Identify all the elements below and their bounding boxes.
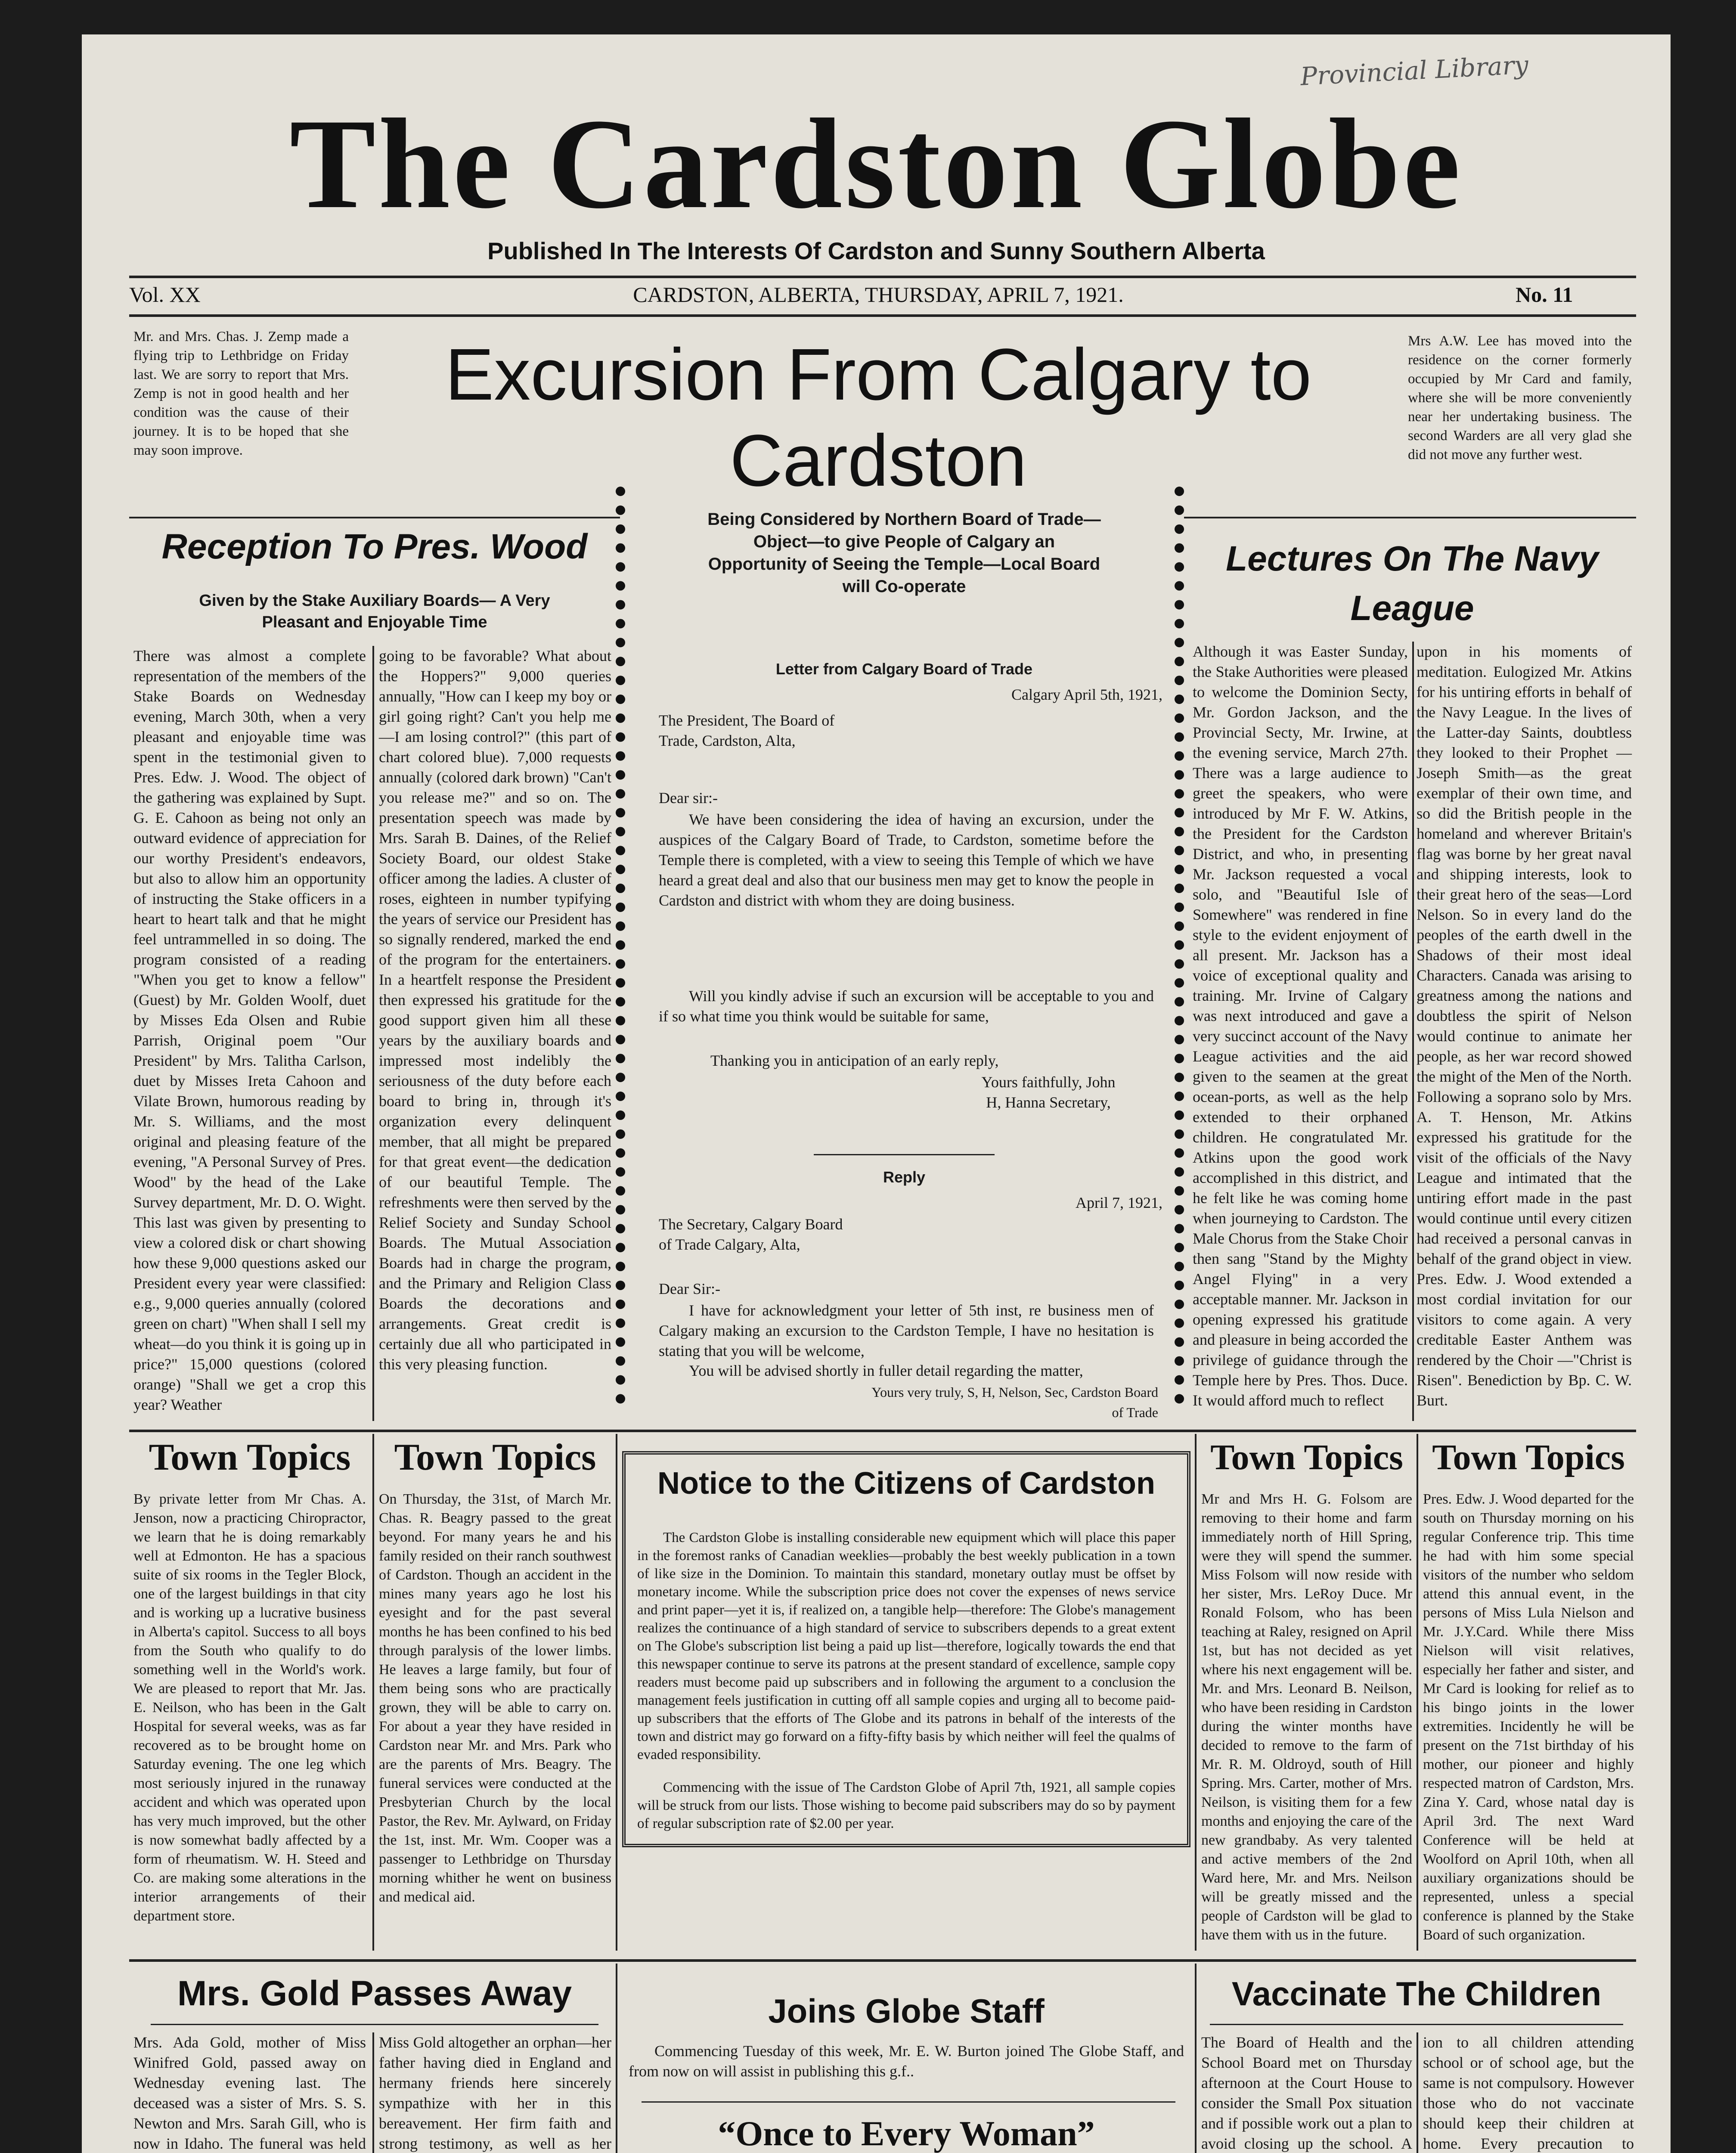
excursion-deck: Being Considered by Northern Board of Trade—Object—to give People of Calgary an Opportunity of Seeing the Temple—Local Board will Co-operate: [707, 510, 1101, 596]
letter-body-2: Will you kindly advise if such an excursion will be acceptable to you and if so what time you think would be suitable for same,: [659, 987, 1154, 1025]
newspaper-page: [82, 34, 1671, 2153]
issue-number: No. 11: [1516, 282, 1573, 307]
town-topics-heading-1: Town Topics: [149, 1436, 351, 1478]
town-column-rule-4: [1417, 1434, 1418, 1951]
notice-body-1: The Cardston Globe is installing considerable new equipment which will place this paper in the foremost ranks of Canadian weeklies—probably the best weekly publication in a town of like size in the Dominion. To maintain this standard, monetary outlay must be offset by monetary income. While the subscription price does not cover the expenses of news service and print paper—yet it is, if realized on, a tangible help—therefore: The Globe's management realizes the continuance of a high standard of service to subscribers depends to a great extent on The Globe's subscription list being a paid up list—therefore, logically towards the end that this newspaper continue to serve its patrons at the present standard of excellence, sample copy readers must become paid up subscribers and in following the argument to a conclusion the management feels justification in cutting off all sample copies and urging all to become paid-up subscribers that the efforts of The Globe and its patrons in behalf of the interests of the town and district may go forward on a fifty-fifty basis by which neither will feel the qualms of evaded responsibility.: [637, 1530, 1175, 1762]
reception-column-2: going to be favorable? What about the Hoppers?" 9,000 queries annually, "How can I keep my boy or girl going right? Can't you help me—I am losing control?" (this part of chart colored blue). 7,000 requests annually (colored dark brown) "Can't you release me?" and so on. The presentation speech was made by Mrs. Sarah B. Daines, of the Relief Society Board, our oldest Stake officer among the ladies. A cluster of roses, eighteen in number typifying the years of service our President has so signally rendered, marked the end of the program for the entertainers. In a heartfelt response the President then expressed his gratitude for the good support given him all these years by the auxiliary boards and impressed most indelibly the seriousness of the duty before each board to bring in, through it's organization every delinquent member, that all might be prepared for that great event—the dedication of our beautiful Temple. The refreshments were then served by the Relief Society and Sunday School Boards. The Mutual Association Boards had in charge the program, and the Primary and Religion Class Boards the decorations and arrangements. Great credit is certainly due all who participated in this very pleasing function.: [379, 647, 611, 1373]
dateline: CARDSTON, ALBERTA, THURSDAY, APRIL 7, 1921.: [633, 282, 1124, 307]
notice-body-2: Commencing with the issue of The Cardston Globe of April 7th, 1921, all sample copies will be struck from our lists. Those wishing to become paid subscribers may do so by payment of regular subscription rate of $2.00 per year.: [637, 1780, 1175, 1831]
masthead-rule-top: [129, 276, 1636, 278]
section-rule-middle: [129, 1430, 1636, 1432]
section-rule-lower: [129, 1959, 1636, 1962]
gold-headline: Mrs. Gold Passes Away: [177, 1974, 572, 2013]
volume-label: Vol. XX: [129, 282, 201, 307]
navy-column-2: upon in his moments of meditation. Eulogized Mr. Atkins for his untiring efforts in behalf of the Navy League. In the lives of the Latter-day Saints, doubtless they looked to their Prophet —Joseph Smith—as the great exemplar of their own time, and so did the British people in the homeland and wherever Britain's flag was borne by her great naval and shipping interests, look to their great hero of the seas—Lord Nelson. So in every land do the peoples of the earth dwell in the Shadows of their most ideal Characters. Canada was arising to greatness among the nations and doubtless the spirit of Nelson would continue to animate her people, as her war record showed the might of the Men of the North. Following a soprano solo by Mrs. A. T. Henson, Mr. Atkins expressed his gratitude for the visit of the officials of the Navy League and intimated that the untiring effort made in the past would continue until every citizen had received a personal canvas in behalf of the grand object in view. Pres. Edw. J. Wood extended a most cordial invitation for our visitors to come again. A very creditable Easter Anthem was rendered by the Choir —"Christ is Risen". Benediction by Bp. C. W. Burt.: [1417, 643, 1632, 1409]
once-headline: “Once to Every Woman”: [718, 2114, 1095, 2153]
globe-staff-body: Commencing Tuesday of this week, Mr. E. W. Burton joined The Globe Staff, and from now on will assist in publishing this g.f..: [629, 2042, 1184, 2080]
reception-deck: Given by the Stake Auxiliary Boards— A Very Pleasant and Enjoyable Time: [199, 592, 550, 631]
masthead-title: The Cardston Globe: [289, 92, 1463, 235]
letter-address: The President, The Board of Trade, Cardston, Alta,: [659, 712, 835, 749]
letter-body-3: Thanking you in anticipation of an early reply,: [710, 1052, 999, 1069]
letter-heading: Letter from Calgary Board of Trade: [775, 660, 1033, 678]
reception-column-1: There was almost a complete representation of the members of the Stake Boards on Wednesday evening, March 30th, when a very pleasant and enjoyable time was spent in the testimonial given to Pres. Edw. J. Wood. The object of the gathering was explained by Supt. G. E. Cahoon as being not only an outward evidence of appreciation for our worthy President's endeavors, but also to allow him an opportunity of instructing the Stake officers in a heart to heart talk and that he might feel untrammelled in so doing. The program consisted of a reading "When you get to know a fellow" (Guest) by Mr. Golden Woolf, duet by Misses Eda Olsen and Rubie Parrish, Original poem "Our President" by Mrs. Talitha Carlson, duet by Misses Ireta Cahoon and Vilate Brown, humorous reading by Mr. S. Williams, and the most original and pleasing feature of the evening, "A Personal Survey of Pres. Wood" by the head of the Lake Survey department, Mr. D. O. Wight. This last was given by presenting to view a colored disk or chart showing how these 9,000 questions asked our President every year were classified: e.g., 9,000 queries annually (colored green on chart) "When shall I sell my wheat—do you think it is going up in price?" 15,000 questions (colored orange) "Shall we get a crop this year? Weather: [133, 647, 366, 1413]
gold-rule: [151, 2024, 598, 2025]
masthead-tagline: Published In The Interests Of Cardston and Sunny Southern Alberta: [487, 237, 1265, 264]
letter-date: Calgary April 5th, 1921,: [1011, 686, 1162, 703]
reception-column-rule: [372, 646, 374, 1421]
rule-left: [129, 517, 620, 518]
letter-salutation: Dear sir:-: [659, 789, 718, 807]
town-column-rule-2: [616, 1434, 617, 1951]
navy-headline: Lectures On The Navy League: [1226, 539, 1599, 628]
notice-headline: Notice to the Citizens of Cardston: [657, 1466, 1156, 1501]
town-topics-column-1: By private letter from Mr Chas. A. Jenson, now a practicing Chiropractor, we learn that he is doing remarkably well at Edmonton. He has a spacious suite of six rooms in the Tegler Block, one of the largest buildings in that city and is working up a lucrative business in Alberta's capitol. Success to all boys from the South who qualify to do something well in the World's work. We are pleased to report that Mr. Jas. E. Neilson, who has been in the Galt Hospital for several weeks, was as far recovered as to be brought home on Saturday evening. The one leg which most seriously injured in the runaway accident and which was operated upon has very much improved, but the other is now somewhat badly affected by a form of rheumatism. W. H. Steed and Co. are making some alterations in the interior arrangements of their department store.: [133, 1491, 366, 1924]
letter-body-1: We have been considering the idea of having an excursion, under the auspices of the Calgary Board of Trade, to Cardston, sometime before the Temple there is completed, with a view to seeing this Temple of which we have heard a great deal and also that our business men may get to know the people in Cardston and district with whom they are doing business.: [659, 811, 1154, 909]
lower-column-rule-1: [616, 1964, 617, 2153]
globe-staff-rule: [642, 2101, 1175, 2103]
vaccinate-column-1: The Board of Health and the School Board met on Thursday afternoon at the Court House to consider the Small Pox situation and if possible work out a plan to avoid closing up the school. A: [1201, 2034, 1412, 2152]
town-topics-column-3: Mr and Mrs H. G. Folsom are removing to their home and farm immediately north of Hill Spring, were they will spend the summer. Miss Folsom will now reside with her sister, Mrs. LeRoy Duce. Mr Ronald Folsom, who has been teaching at Raley, resigned on April 1st, but has not decided as yet where his next engagement will be. Mr. and Mrs. Leonard B. Neilson, who have been residing in Cardston during the winter months have decided to remove to the farm of Mr. R. M. Oldroyd, south of Hill Spring. Mrs. Carter, mother of Mrs. Neilson, is visiting them for a few months and enjoying the care of the new grandbaby. As very talented and active members of the 2nd Ward here, Mr. and Mrs. Neilson will be greatly missed and the people of Cardston will be glad to have them with us in the future.: [1201, 1491, 1412, 1943]
reply-date: April 7, 1921,: [1076, 1194, 1162, 1211]
lower-column-rule-2: [1195, 1964, 1197, 2153]
excursion-headline: Excursion From Calgary to Cardston: [445, 334, 1312, 502]
globe-staff-headline: Joins Globe Staff: [768, 1992, 1045, 2030]
vaccinate-headline: Vaccinate The Children: [1231, 1975, 1602, 2013]
vaccinate-column-rule: [1417, 2032, 1418, 2153]
item-lee: Mrs A.W. Lee has moved into the residence on the corner formerly occupied by Mr Card and family, where she will be more conveniently near her undertaking business. The second Warders are all very glad she did not move any further west.: [1408, 333, 1632, 462]
town-column-rule-1: [372, 1434, 374, 1951]
town-topics-column-2: On Thursday, the 31st, of March Mr. Chas. R. Beagry passed to the great beyond. For many years he and his family resided on their ranch southwest of Cardston. Though an accident in the mines many years ago he lost his eyesight and for the past several months he has been confined to his bed through paralysis of the lower limbs. He leaves a large family, but four of them being sons who are practically grown, they will be able to carry on. For about a year they have resided in Cardston near Mr. and Mrs. Park who are the parents of Mrs. Beagry. The funeral services were conducted at the Presbyterian Church by the local Pastor, the Rev. Mr. Aylward, on Friday the 1st, inst. Mr. Wm. Cooper was a passenger to Lethbridge on Thursday morning whither he went on business and medical aid.: [379, 1491, 611, 1905]
letter-signoff: Yours faithfully, John H, Hanna Secretary,: [981, 1073, 1116, 1111]
handwritten-margin-note: Provincial Library: [1299, 50, 1529, 91]
town-topics-heading-3: Town Topics: [1210, 1437, 1403, 1477]
gold-column-2: Miss Gold altogether an orphan—her father having died in England and hermany friends here sincerely sympathize with her in this bereavement. Her firm faith and strong testimony, as well as her: [379, 2034, 611, 2152]
town-column-rule-3: [1195, 1434, 1197, 1951]
reply-heading: Reply: [883, 1168, 926, 1186]
reply-body-2: You will be advised shortly in fuller detail regarding the matter,: [689, 1362, 1083, 1379]
town-topics-heading-4: Town Topics: [1432, 1437, 1625, 1477]
navy-column-rule: [1412, 642, 1414, 1421]
masthead-rule-bottom: [129, 314, 1636, 317]
town-topics-heading-2: Town Topics: [394, 1436, 596, 1478]
rule-right: [1184, 517, 1636, 518]
reply-address: The Secretary, Calgary Board of Trade Calgary, Alta,: [659, 1216, 843, 1253]
vaccinate-rule: [1210, 2024, 1623, 2025]
letter-divider: [814, 1154, 995, 1155]
reply-salutation: Dear Sir:-: [659, 1280, 720, 1297]
gold-column-1: Mrs. Ada Gold, mother of Miss Winifred Gold, passed away on Wednesday evening last. The deceased was a sister of Mrs. S. S. Newton and Mrs. Sarah Gill, who is now in Idaho. The funeral was held: [133, 2034, 366, 2152]
reply-signoff: Yours very truly, S, H, Nelson, Sec, Cardston Board of Trade: [871, 1384, 1158, 1420]
navy-column-1: Although it was Easter Sunday, the Stake Authorities were pleased to welcome the Dominion Secty, Mr. Gordon Jackson, and the Provincial Secty, Mr. Irwine, at the evening service, March 27th. There was a large audience to greet the speakers, who were introduced by Mr F. W. Atkins, the President for the Cardston District, and who, in presenting Mr. Jackson requested a vocal solo, and "Beautiful Isle of Somewhere" was rendered in fine style to the evident enjoyment of all present. Mr. Jackson has a voice of exceptional quality and training. Mr. Irvine of Calgary was next introduced and gave a very succinct account of the Navy League activities and the aid given to the seamen at the great ocean-ports, as well as the help extended to their orphaned children. He congratulated Mr. Atkins upon the good work accomplished in this district, and he felt like he was coming home when journeying to Cardston. The Male Chorus from the Stake Choir then sang "Stand by the Mighty Angel Flying" in a very acceptable manner. Mr. Jackson in opening expressed his gratitude and pleasure in being accorded the privilege of guidance through the Temple here by Pres. Thos. Duce. It would afford much to reflect: [1193, 643, 1408, 1409]
item-zemp: Mr. and Mrs. Chas. J. Zemp made a flying trip to Lethbridge on Friday last. We are sorry to report that Mrs. Zemp is not in good health and her condition was the cause of their journey. It is to be hoped that she may soon improve.: [133, 329, 349, 458]
reception-headline: Reception To Pres. Wood: [161, 527, 588, 566]
vaccinate-column-2: ion to all children attending school or of school age, but the same is not compulsory. However those who do not vaccinate should keep their children at home. Every precaution to: [1423, 2034, 1634, 2152]
reply-body-1: I have for acknowledgment your letter of 5th inst, re business men of Calgary making an excursion to the Cardston Temple, I have no hesitation is stating that you will be welcome,: [659, 1302, 1154, 1359]
town-topics-column-4: Pres. Edw. J. Wood departed for the south on Thursday morning on his regular Conference trip. This time he had with him some special visitors of the number who seldom attend this annual event, in the persons of Miss Lula Nielson and Mr. J.Y.Card. While there Miss Nielson will visit relatives, especially her father and sister, and Mr Card is looking for relief as to his bingo joints in the lower extremities. Incidently he will be present on the 71st birthday of his mother, our pioneer and highly respected matron of Cardston, Mrs. Zina Y. Card, whose natal day is April 3rd. The next Ward Conference will be held at Woolford on April 10th, when all auxiliary organizations should be represented, unless a special conference is planned by the Stake Board of such organization.: [1423, 1491, 1634, 1943]
gold-column-rule: [372, 2032, 374, 2153]
